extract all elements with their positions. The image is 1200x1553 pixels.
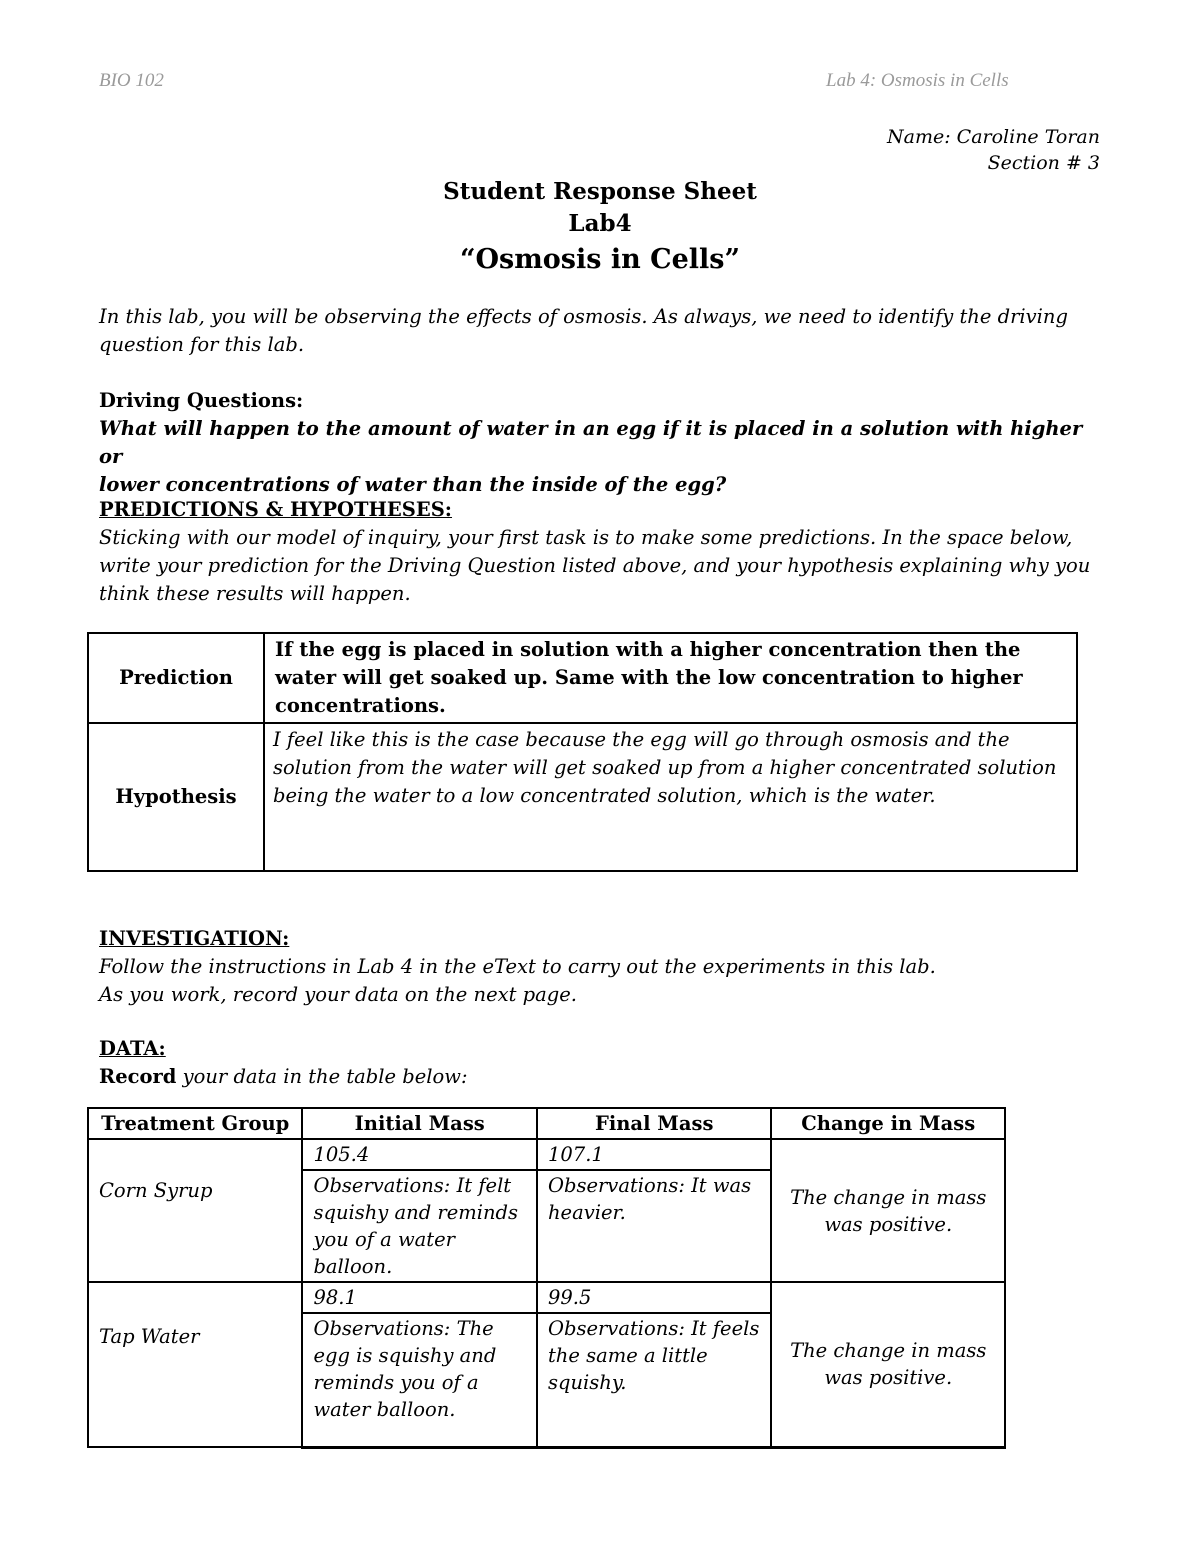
student-section: Section # 3 [987,152,1100,174]
hypothesis-label: Hypothesis [88,723,264,871]
data-table-header-row [88,1108,1005,1139]
final-mass-value: 99.5 [537,1282,772,1313]
driving-question-line-1: What will happen to the amount of water in an egg if it is placed in a solution with higher or [99,417,1083,468]
record-word: Record [99,1065,177,1088]
prediction-row [88,633,1077,723]
final-observation: Observations: It was heavier. [537,1170,772,1282]
data-instruction [99,1063,1099,1091]
title-line-3: “Osmosis in Cells” [459,244,741,275]
predictions-heading: PREDICTIONS & HYPOTHESES: [99,498,453,521]
intro-paragraph [99,303,1099,359]
treatment-group-cell [88,1282,302,1447]
investigation-section [99,925,1099,1009]
treatment-group-label: Corn Syrup [99,1179,213,1202]
investigation-line-1: Follow the instructions in Lab 4 in the eText to carry out the experiments in this lab. [99,955,936,978]
initial-observation: Observations: The egg is squishy and reminds you of a water balloon. [302,1313,537,1447]
predictions-line-3: think these results will happen. [99,582,411,605]
record-rest: your data in the table below: [176,1065,468,1088]
header-change-in-mass: Change in Mass [771,1108,1005,1139]
intro-line-1: In this lab, you will be observing the effects of osmosis. As always, we need to identify the driving [99,305,1068,328]
prediction-label: Prediction [88,633,264,723]
prediction-hypothesis-table [87,632,1078,872]
driving-questions-section [99,387,1099,499]
final-observation: Observations: It feels the same a little squishy. [537,1313,772,1447]
hypothesis-text: I feel like this is the case because the egg will go through osmosis and the solution from the water will get soaked up from a higher concentrated solution being the water to a low concentrated solution, which is the water. [264,723,1077,871]
prediction-text: If the egg is placed in solution with a higher concentration then the water will get soaked up. Same with the low concentration to higher concentrations. [264,633,1077,723]
student-info [887,124,1100,176]
tap-water-mass-row [88,1282,1005,1313]
investigation-heading: INVESTIGATION: [99,927,290,950]
predictions-line-2: write your prediction for the Driving Question listed above, and your hypothesis explaining why you [99,554,1091,577]
initial-observation: Observations: It felt squishy and reminds you of a water balloon. [302,1170,537,1282]
lab-title-header: Lab 4: Osmosis in Cells [826,70,1009,91]
data-section [99,1035,1099,1091]
course-header: BIO 102 [99,70,164,91]
title-line-2: Lab4 [568,210,632,237]
driving-question-line-2: lower concentrations of water than the inside of the egg? [99,473,727,496]
header-treatment-group: Treatment Group [88,1108,302,1139]
intro-line-2: question for this lab. [99,333,305,356]
header-initial-mass: Initial Mass [302,1108,537,1139]
change-in-mass-value: The change in mass was positive. [771,1139,1005,1282]
corn-syrup-mass-row [88,1139,1005,1170]
header-final-mass: Final Mass [537,1108,772,1139]
treatment-group-label: Tap Water [99,1325,200,1348]
hypothesis-row [88,723,1077,871]
data-heading: DATA: [99,1037,166,1060]
final-mass-value: 107.1 [537,1139,772,1170]
initial-mass-value: 98.1 [302,1282,537,1313]
document-title [0,176,1200,280]
investigation-line-2: As you work, record your data on the next page. [99,983,577,1006]
treatment-group-cell [88,1139,302,1282]
initial-mass-value: 105.4 [302,1139,537,1170]
predictions-line-1: Sticking with our model of inquiry, your first task is to make some predictions. In the space below, [99,526,1073,549]
student-name: Name: Caroline Toran [887,126,1100,148]
driving-questions-heading: Driving Questions: [99,389,304,412]
change-in-mass-value: The change in mass was positive. [771,1282,1005,1447]
title-line-1: Student Response Sheet [443,178,757,205]
data-table [87,1107,1006,1449]
predictions-section [99,496,1099,608]
